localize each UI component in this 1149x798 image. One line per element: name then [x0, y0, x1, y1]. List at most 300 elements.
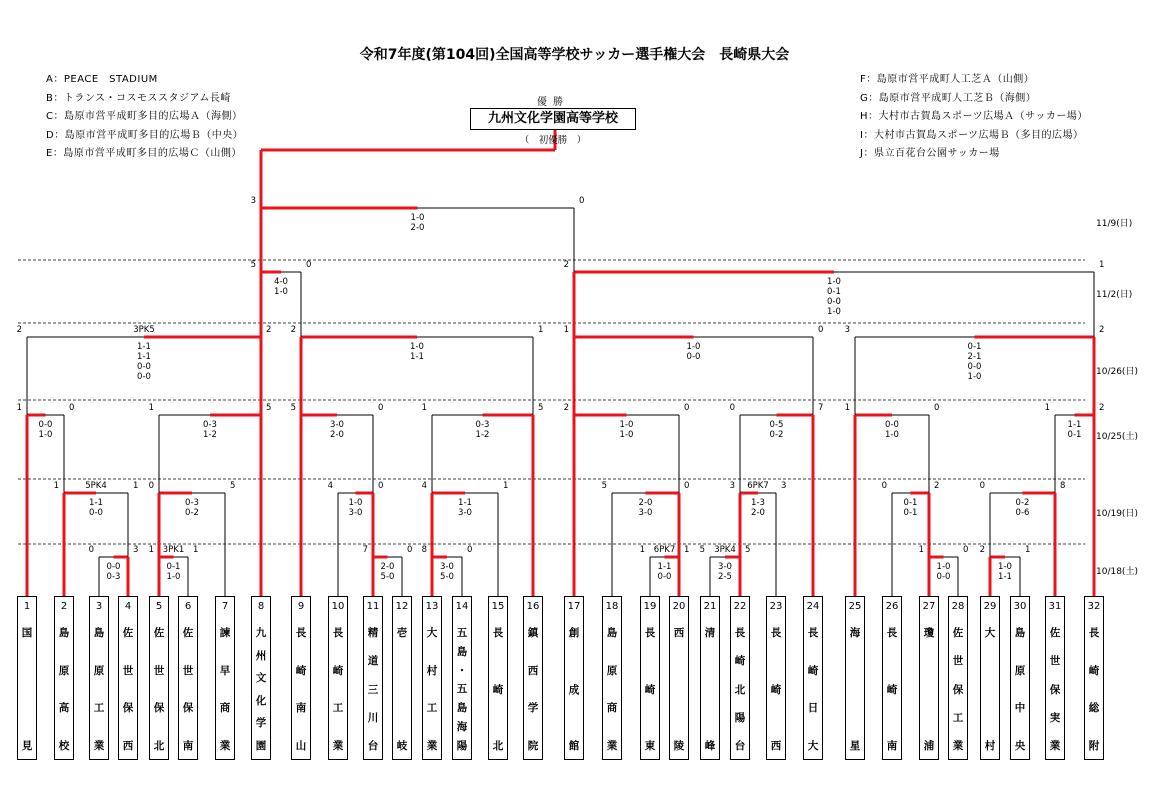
- score-right: 5: [538, 403, 544, 413]
- team-name: [731, 625, 749, 753]
- team-name-char: 佐: [1049, 627, 1061, 639]
- team-name-char: 附: [1088, 739, 1100, 752]
- team-name-char: 瓊: [923, 627, 935, 639]
- half-score: 1-1: [137, 352, 151, 362]
- venue-g: G：島原市営平成町人工芝Ｂ（海側）: [860, 92, 1037, 104]
- half-score: 1-0: [410, 342, 424, 352]
- team-name-char: 大: [426, 627, 438, 639]
- half-score: 0-0: [827, 297, 841, 307]
- half-score: 1-1: [89, 498, 103, 508]
- score-right: 0: [579, 196, 585, 206]
- score-right: 0: [407, 545, 413, 555]
- team-number: 24: [806, 601, 820, 612]
- score-right: 2: [1099, 403, 1105, 413]
- team-name-char: 崎: [644, 683, 656, 696]
- half-score: 0-0: [89, 508, 103, 518]
- team-box: [149, 596, 169, 760]
- team-name-char: 原: [1014, 664, 1026, 677]
- team-name-char: 佐: [153, 627, 165, 639]
- score-left: 5: [601, 481, 607, 491]
- half-score: 1-1: [137, 342, 151, 352]
- team-box: [803, 596, 823, 760]
- team-name-char: 業: [93, 739, 105, 752]
- team-name-char: 原: [606, 664, 618, 677]
- half-score: 1-1: [410, 352, 424, 362]
- score-left: 3: [729, 481, 735, 491]
- team-name-char: 島: [456, 702, 468, 715]
- date-semifinal: 11/2(日): [1096, 290, 1133, 300]
- team-name-char: 商: [606, 702, 618, 715]
- page-title: 令和7年度(第104回)全国高等学校サッカー選手権大会 長崎県大会: [359, 47, 790, 63]
- team-name-char: 道: [367, 655, 379, 668]
- half-score: 1-0: [967, 372, 982, 382]
- team-number: 1: [23, 601, 31, 612]
- team-name-char: 工: [93, 702, 105, 715]
- team-box: [54, 596, 74, 760]
- team-name-char: 長: [770, 627, 782, 639]
- team-name-char: 長: [644, 627, 656, 639]
- team-name: [393, 625, 411, 753]
- half-score: 1-2: [203, 430, 217, 440]
- team-name-char: 崎: [295, 664, 307, 677]
- team-name: [920, 625, 938, 753]
- score-right: 3: [781, 481, 787, 491]
- half-score: 0-0: [657, 572, 672, 582]
- team-name: [329, 625, 347, 753]
- team-name-char: 佐: [182, 627, 194, 639]
- date-round1: 10/18(土): [1096, 567, 1138, 577]
- half-score: 0-1: [903, 508, 918, 518]
- score-left: 3: [844, 325, 850, 335]
- champion-label: 優勝: [537, 97, 569, 108]
- score-right: 0: [684, 403, 690, 413]
- score-right: 0: [934, 403, 940, 413]
- team-name-char: 長: [492, 627, 504, 639]
- team-name-char: 業: [426, 739, 438, 752]
- score-right: 1: [684, 545, 690, 555]
- team-name: [641, 625, 659, 753]
- score-right: 1: [133, 481, 139, 491]
- score-left: 1: [16, 403, 22, 413]
- team-name-char: 商: [219, 702, 231, 715]
- team-number: 5: [155, 601, 163, 612]
- team-name-char: 島: [93, 627, 105, 639]
- half-score: 0-1: [1067, 430, 1082, 440]
- score-right: 1: [1099, 260, 1105, 270]
- team-name-char: 工: [952, 711, 964, 724]
- score-right: 0: [684, 481, 690, 491]
- score-left: 2: [563, 260, 569, 270]
- half-score: 0-2: [185, 508, 199, 518]
- half-score: 0-6: [1015, 508, 1030, 518]
- team-name-char: 館: [568, 740, 580, 752]
- pk-result: 3PK4: [714, 545, 736, 555]
- half-score: 0-1: [166, 562, 181, 572]
- champion-team: 九州文化学園高等学校: [470, 108, 636, 130]
- venue-list-right: [860, 71, 1088, 164]
- score-right: 0: [467, 545, 473, 555]
- team-box: [328, 596, 348, 760]
- team-name-char: 原: [93, 664, 105, 677]
- team-name-char: 東: [644, 740, 656, 752]
- team-name-char: 峰: [704, 740, 716, 752]
- team-name-char: 陽: [456, 739, 468, 752]
- team-box: [215, 596, 235, 760]
- team-name: [292, 625, 310, 753]
- half-score: 1-0: [348, 498, 363, 508]
- team-number: 23: [769, 601, 783, 612]
- team-number: 6: [184, 601, 192, 612]
- team-name-char: 世: [1049, 655, 1061, 668]
- team-name-char: 崎: [807, 664, 819, 677]
- team-name-char: 北: [734, 683, 746, 696]
- score-left: 0: [979, 481, 985, 491]
- pk-result: 3PK5: [133, 325, 155, 335]
- team-name-char: 岐: [396, 740, 408, 752]
- team-number: 10: [331, 601, 345, 612]
- team-number: 31: [1048, 601, 1062, 612]
- score-left: 7: [362, 545, 368, 555]
- team-name-char: 化: [255, 694, 267, 707]
- team-name-char: 台: [367, 740, 379, 752]
- half-score: 1-0: [38, 430, 53, 440]
- team-name-char: 学: [255, 717, 267, 730]
- score-right: 2: [934, 481, 940, 491]
- team-name: [489, 625, 507, 753]
- team-name: [18, 625, 36, 753]
- half-score: 0-1: [903, 498, 918, 508]
- half-score: 1-0: [936, 562, 951, 572]
- team-name-char: 業: [606, 739, 618, 752]
- team-name: [1011, 625, 1029, 753]
- half-score: 0-3: [475, 420, 490, 430]
- pk-result: 5PK4: [85, 481, 107, 491]
- team-name-char: 早: [219, 664, 231, 677]
- half-score: 2-0: [751, 508, 765, 518]
- team-box: [700, 596, 720, 760]
- score-left: 2: [16, 325, 22, 335]
- team-name-char: 業: [1049, 740, 1061, 752]
- score-right: 8: [1060, 481, 1066, 491]
- team-name-char: 央: [1014, 739, 1026, 752]
- team-name-char: 国: [21, 627, 33, 639]
- team-name-char: 高: [58, 702, 70, 715]
- half-score: 2-0: [380, 562, 395, 572]
- score-left: 1: [639, 545, 645, 555]
- team-box: [488, 596, 508, 760]
- team-name-char: 世: [952, 655, 964, 668]
- team-name-char: 大: [984, 627, 996, 639]
- half-score: 2-0: [330, 430, 344, 440]
- score-left: 2: [979, 545, 985, 555]
- team-name-char: 佐: [952, 627, 964, 639]
- team-number: 4: [124, 601, 132, 612]
- half-score: 4-0: [274, 277, 288, 287]
- team-number: 16: [526, 601, 540, 612]
- team-name-char: 州: [255, 649, 267, 662]
- team-name-char: 島: [606, 627, 618, 639]
- team-box: [1010, 596, 1030, 760]
- team-name: [701, 625, 719, 753]
- team-name-char: 保: [1049, 683, 1061, 696]
- score-left: 1: [844, 403, 850, 413]
- team-name-char: 壱: [396, 627, 408, 639]
- score-left: 2: [290, 325, 296, 335]
- champion-note: （ 初優勝 ）: [519, 135, 587, 146]
- team-name: [216, 625, 234, 753]
- score-right: 0: [306, 260, 312, 270]
- team-box: [669, 596, 689, 760]
- team-name-char: 島: [456, 645, 468, 658]
- half-score: 0-0: [106, 562, 121, 572]
- pk-result: 3PK1: [162, 545, 185, 555]
- venue-list-left: [46, 71, 243, 164]
- team-name-char: 佐: [122, 627, 134, 639]
- half-score: 3-0: [440, 562, 454, 572]
- half-score: 3-0: [718, 562, 732, 572]
- team-name-char: 長: [295, 627, 307, 639]
- half-score: 1-1: [998, 572, 1012, 582]
- team-number: 14: [455, 601, 469, 612]
- half-score: 2-0: [638, 498, 653, 508]
- venue-e: E：島原市営平成町多目的広場Ｃ（山側）: [46, 148, 242, 159]
- half-score: 1-3: [751, 498, 765, 508]
- team-name-char: 崎: [1088, 664, 1100, 677]
- team-box: [422, 596, 442, 760]
- half-score: 0-1: [967, 342, 982, 352]
- team-box: [845, 596, 865, 760]
- half-score: 0-0: [137, 362, 151, 372]
- team-name-char: 南: [886, 740, 898, 752]
- team-name-char: 陽: [734, 711, 746, 724]
- score-right: 3: [133, 545, 139, 555]
- team-name-char: 五: [456, 683, 468, 696]
- score-right: 0: [378, 481, 384, 491]
- team-name: [883, 625, 901, 753]
- half-score: 1-0: [885, 430, 899, 440]
- score-left: 8: [421, 545, 427, 555]
- team-name-char: 保: [122, 702, 134, 715]
- score-left: 2: [563, 403, 569, 413]
- team-number: 20: [672, 601, 686, 612]
- team-box: [118, 596, 138, 760]
- team-name-char: 業: [332, 739, 344, 752]
- date-final: 11/9(日): [1096, 219, 1133, 229]
- team-name-char: 保: [182, 702, 194, 715]
- half-score: 1-2: [475, 430, 490, 440]
- team-name-char: 園: [255, 739, 267, 752]
- half-score: 1-0: [619, 420, 634, 430]
- half-score: 0-2: [769, 430, 784, 440]
- score-left: 1: [563, 325, 569, 335]
- team-name-char: 西: [673, 627, 685, 639]
- score-right: 0: [69, 403, 75, 413]
- score-left: 1: [421, 403, 427, 413]
- team-name-char: 工: [426, 702, 438, 715]
- team-name-char: 実: [1049, 711, 1061, 724]
- team-name-char: 業: [219, 739, 231, 752]
- team-number: 8: [257, 601, 265, 612]
- score-left: 3: [250, 196, 256, 206]
- half-score: 0-2: [1015, 498, 1030, 508]
- team-box: [17, 596, 37, 760]
- score-right: 5: [745, 545, 751, 555]
- team-name: [55, 625, 73, 753]
- score-left: 0: [881, 481, 887, 491]
- team-box: [452, 596, 472, 760]
- team-box: [392, 596, 412, 760]
- team-number: 17: [567, 601, 581, 612]
- team-name-char: 北: [492, 740, 504, 752]
- team-box: [980, 596, 1000, 760]
- team-name-char: 崎: [492, 683, 504, 696]
- team-number: 26: [885, 601, 899, 612]
- team-number: 18: [605, 601, 619, 612]
- score-left: 1: [1044, 403, 1050, 413]
- score-right: 1: [1025, 545, 1031, 555]
- venue-c: C：島原市営平成町多目的広場Ａ（海側）: [46, 111, 243, 122]
- team-name-char: 島: [58, 627, 70, 639]
- score-left: 1: [148, 545, 154, 555]
- half-score: 2-5: [718, 572, 732, 582]
- team-name-char: 清: [704, 627, 716, 639]
- team-name: [252, 625, 270, 753]
- team-name: [150, 625, 168, 753]
- team-name-char: 精: [367, 627, 379, 639]
- team-name-char: 学: [527, 702, 539, 715]
- team-name-char: 長: [332, 627, 344, 639]
- venue-i: I：大村市古賀島スポーツ広場Ｂ（多目的広場）: [860, 129, 1084, 141]
- half-score: 1-0: [410, 213, 425, 223]
- team-name-char: 世: [153, 664, 165, 677]
- score-left: 0: [148, 481, 154, 491]
- team-name: [804, 625, 822, 753]
- team-name-char: 大: [807, 739, 819, 752]
- half-score: 2-0: [410, 223, 425, 233]
- pk-result: 6PK7: [653, 545, 676, 555]
- team-name-char: 北: [153, 739, 165, 752]
- team-box: [523, 596, 543, 760]
- team-name-char: 村: [984, 740, 996, 752]
- team-name-char: 院: [527, 739, 539, 752]
- team-name-char: 島: [1014, 627, 1026, 639]
- team-name-char: 長: [1088, 627, 1100, 639]
- score-right: 0: [378, 403, 384, 413]
- venue-h: H：大村市古賀島スポーツ広場Ａ（サッカー場）: [860, 111, 1088, 122]
- half-score: 2-1: [967, 352, 982, 362]
- half-score: 3-0: [458, 508, 472, 518]
- team-name-char: 海: [456, 721, 468, 734]
- score-left: 5: [290, 403, 296, 413]
- date-quarterfinal: 10/26(日): [1096, 367, 1138, 377]
- venue-b: B：トランス・コスモススタジアム長崎: [46, 92, 231, 104]
- team-name: [364, 625, 382, 753]
- team-number: 28: [951, 601, 965, 612]
- team-number: 9: [297, 601, 305, 612]
- team-name: [846, 625, 864, 753]
- half-score: 0-0: [885, 420, 899, 430]
- date-round3: 10/25(土): [1096, 432, 1138, 442]
- score-left: 1: [918, 545, 924, 555]
- team-name: [119, 625, 137, 753]
- team-name-char: 三: [367, 683, 379, 696]
- half-score: 0-0: [936, 572, 951, 582]
- team-box: [291, 596, 311, 760]
- venue-a: A：PEACE STADIUM: [46, 74, 158, 85]
- team-name-char: 諫: [219, 627, 231, 639]
- half-score: 0-3: [106, 572, 121, 582]
- half-score: 1-1: [657, 562, 672, 572]
- half-score: 0-0: [967, 362, 982, 372]
- team-name-char: 南: [182, 739, 194, 752]
- half-score: 0-3: [185, 498, 199, 508]
- team-number: 32: [1087, 601, 1101, 612]
- team-box: [363, 596, 383, 760]
- team-box: [640, 596, 660, 760]
- score-right: 7: [818, 403, 824, 413]
- team-name-char: 原: [58, 664, 70, 677]
- half-score: 5-0: [380, 572, 395, 582]
- team-number: 7: [221, 601, 229, 612]
- team-name-char: 見: [21, 740, 33, 752]
- team-name: [981, 625, 999, 753]
- team-name-char: 星: [849, 740, 861, 752]
- team-number: 19: [643, 601, 657, 612]
- team-name: [453, 625, 471, 753]
- team-number: 25: [848, 601, 862, 612]
- half-score: 5-0: [440, 572, 454, 582]
- team-number: 3: [95, 601, 103, 612]
- score-right: 0: [963, 545, 969, 555]
- score-left: 1: [148, 403, 154, 413]
- team-name: [949, 625, 967, 753]
- team-name-char: 山: [295, 739, 307, 752]
- team-box: [730, 596, 750, 760]
- venue-f: F：島原市営平成町人工芝Ａ（山側）: [860, 74, 1035, 85]
- score-right: 1: [193, 545, 199, 555]
- half-score: 0-5: [769, 420, 784, 430]
- team-number: 27: [922, 601, 936, 612]
- team-number: 30: [1013, 601, 1027, 612]
- half-score: 1-0: [827, 307, 841, 317]
- team-name-char: 五: [456, 627, 468, 639]
- score-left: 5: [699, 545, 705, 555]
- half-score: 3-0: [330, 420, 344, 430]
- team-name: [423, 625, 441, 753]
- half-score: 1-0: [166, 572, 181, 582]
- half-score: 0-3: [203, 420, 217, 430]
- team-name-char: 西: [527, 664, 539, 677]
- team-name-char: 保: [952, 683, 964, 696]
- team-name-char: 総: [1088, 702, 1100, 715]
- score-right: 1: [538, 325, 544, 335]
- team-name-char: 南: [295, 702, 307, 715]
- team-box: [564, 596, 584, 760]
- team-name-char: 世: [182, 664, 194, 677]
- team-box: [89, 596, 109, 760]
- score-right: 2: [266, 325, 272, 335]
- team-name-char: 業: [952, 740, 964, 752]
- team-name: [670, 625, 688, 753]
- team-name-char: 九: [255, 627, 267, 639]
- half-score: 0-0: [38, 420, 53, 430]
- team-name-char: 西: [770, 740, 782, 752]
- team-number: 22: [733, 601, 747, 612]
- team-name-char: 崎: [734, 655, 746, 668]
- team-name-char: 工: [332, 702, 344, 715]
- team-name: [1046, 625, 1064, 753]
- team-name-char: 世: [122, 664, 134, 677]
